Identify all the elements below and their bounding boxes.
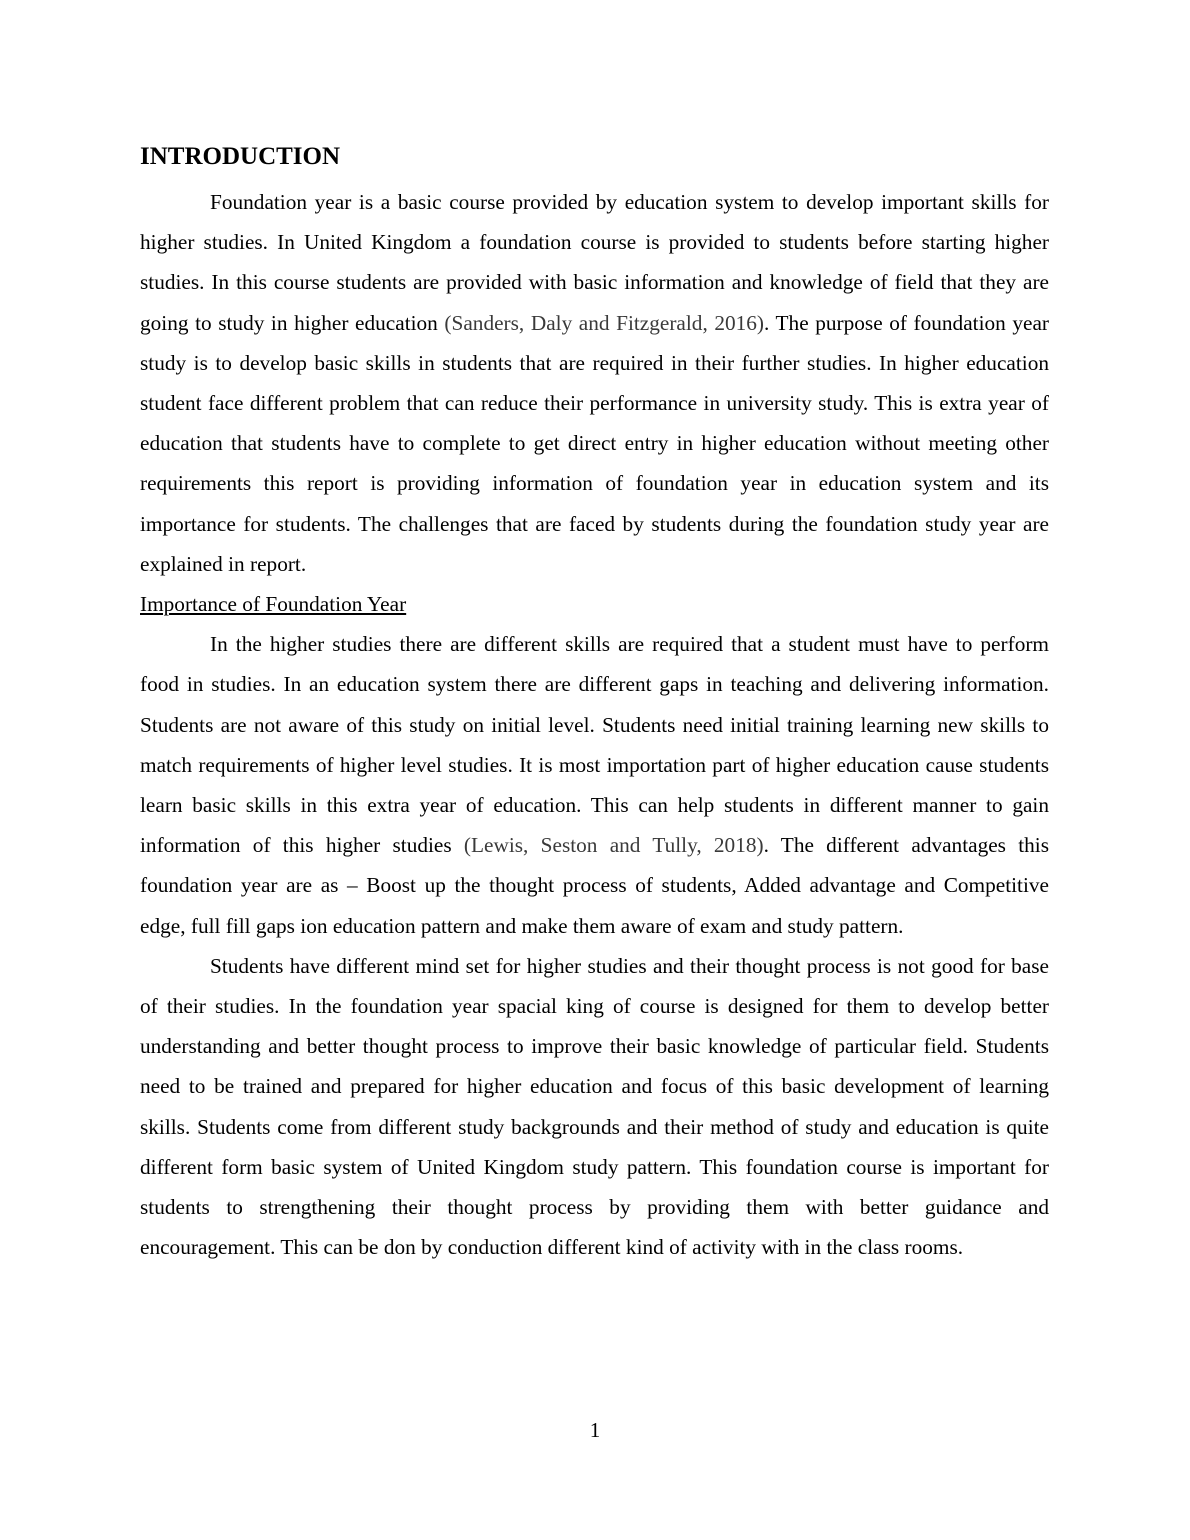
citation: (Sanders, Daly and Fitzgerald, 2016) — [444, 310, 765, 335]
text: In the higher studies there are different skills are required that a student must have to perform food in studies. In an education system there are different gaps in teaching and delivering information. Students are not aware of this study on initial level. Students need initial training learning new skills to match requirements of higher level studies. It is most importation part of higher education cause students learn basic skills in this extra year of education. This can help students in different manner to gain information of this higher studies — [140, 632, 1049, 858]
text: . The different advantages this foundation year are as – Boost up the thought process of students, Added advantage and Competitive edge, full fill gaps ion education pattern and make them aware of exam and study pattern. — [140, 833, 1049, 938]
document-page — [140, 140, 1049, 1267]
citation: (Lewis, Seston and Tully, 2018) — [463, 833, 764, 858]
paragraph-mindset: Students have different mind set for higher studies and their thought process is not good for base of their studies. In the foundation year spacial king of course is designed for them to develop better understanding and better thought process to improve their basic knowledge of particular field. Students need to be trained and prepared for higher education and focus of this basic development of learning skills. Students come from different study backgrounds and their method of study and education is quite different form basic system of United Kingdom study pattern. This foundation course is important for students to strengthening their thought process by providing them with better guidance and encouragement. This can be don by conduction different kind of activity with in the class rooms. — [140, 953, 1049, 1260]
paragraph-intro — [140, 182, 1049, 584]
text: Foundation year is a basic course provided by education system to develop important skills for higher studies. In United Kingdom a foundation course is provided to students before starting higher studies. In this course students are provided with basic information and knowledge of field that they are going to study in higher education — [140, 190, 1049, 335]
page-number: 1 — [589, 1418, 601, 1442]
paragraph-importance — [140, 624, 1049, 946]
subheading: Importance of Foundation Year — [140, 592, 407, 617]
text: . The purpose of foundation year study is to develop basic skills in students that are required in their further studies. In higher education student face different problem that can reduce their performance in university study. This is extra year of education that students have to complete to get direct entry in higher education without meeting other requirements this report is providing information of foundation year in education system and its importance for students. The challenges that are faced by students during the foundation study year are explained in report. — [140, 310, 1050, 576]
section-heading: INTRODUCTION — [140, 143, 341, 170]
